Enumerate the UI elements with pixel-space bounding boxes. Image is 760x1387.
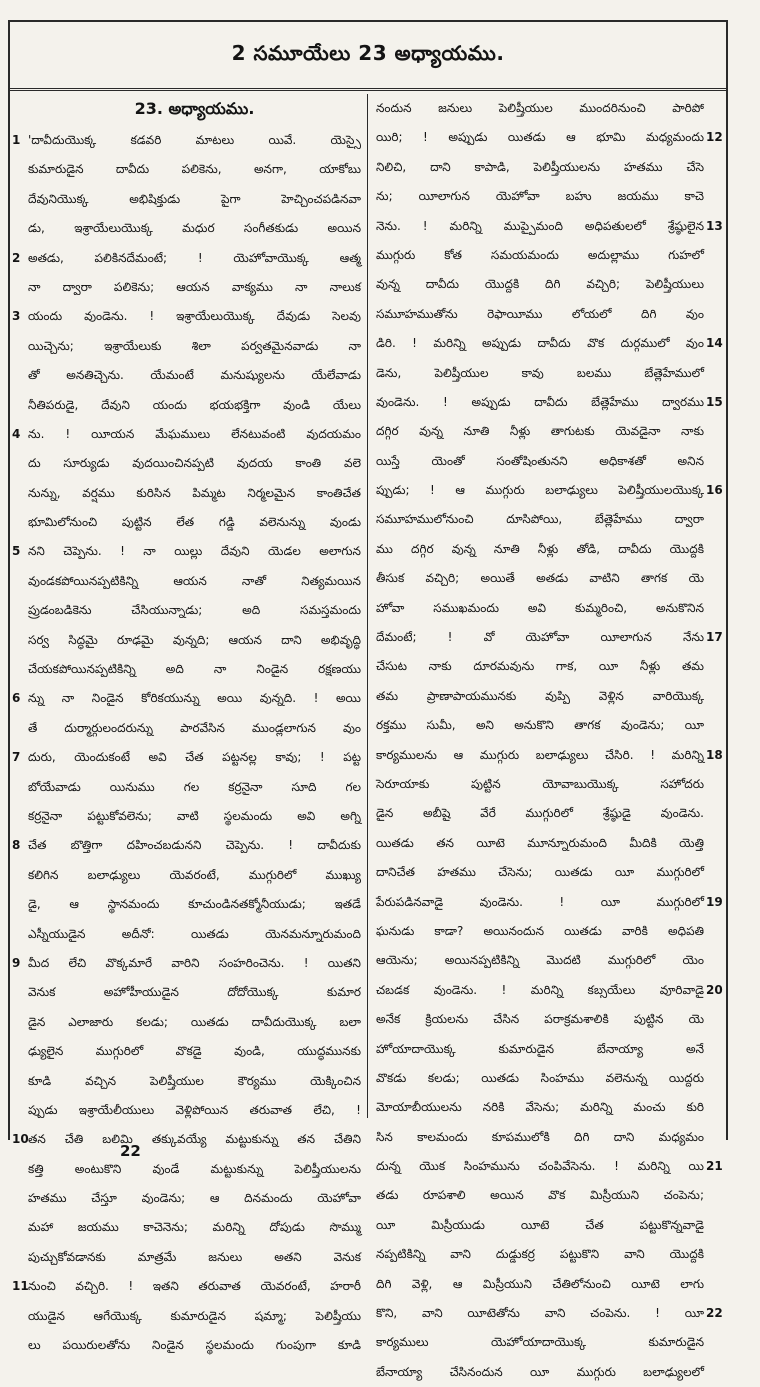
line-text: డిరి. ! మరిన్ని అప్పుడు దావీదు వొక దుర్గములో వుం [376, 336, 704, 351]
text-line [376, 1270, 704, 1299]
text-line [28, 567, 361, 596]
line-text: సిన కాలమందు కూపములోకి దిగి దాని మధ్యమం [376, 1129, 704, 1144]
line-text: దు సూర్యుడు వుదయించినప్పటి వుదయ కాంతి వలె [28, 456, 361, 471]
verse-number: 8 [12, 838, 21, 853]
text-line [376, 535, 704, 564]
line-text: తో అనతిచ్చెను. యేమంటే మనుష్యులను యేలేవాడు [28, 368, 361, 383]
text-line [28, 361, 361, 390]
text-line [28, 479, 361, 508]
line-text: యిస్తే యెంతో సంతోషింతునని అధికాశతో అనిన [376, 453, 704, 468]
line-text: నీతిపరుడై, దేవుని యందు భయభక్తిగా వుండి యేలు [28, 397, 361, 412]
line-text: యితడు తన యీటె మూన్నూరుమంది మీదికి యెత్తి [376, 835, 704, 850]
line-text: నప్పటికిన్ని వాని దుడ్డుకర్ర పట్టుకొని వాని యొద్దకి [376, 1247, 704, 1262]
text-line [376, 946, 704, 975]
text-line [28, 596, 361, 625]
text-line [28, 714, 361, 743]
line-text: ము దగ్గిర వున్న నూతి నీళ్లు తోడి, దావీదు యొద్దకి [376, 541, 704, 556]
text-line [376, 329, 723, 358]
line-text: కత్తి అంటుకొని వుండే మట్టుకున్ను పెలిష్తీయులను [28, 1161, 361, 1176]
text-line [12, 1272, 361, 1301]
line-text: పేరుపడినవాడై వుండెను. ! యీ ముగ్గురిలో [376, 894, 704, 909]
line-text: దేవునియొక్క అభిషిక్తుడు పైగా హెచ్చించపడినవా [28, 191, 361, 206]
verse-number: 10 [12, 1132, 29, 1147]
text-line [376, 1181, 704, 1210]
text-line [28, 1243, 361, 1272]
line-text: యిచ్చెను; ఇశ్రాయేలుకు శిలా పర్వతమైనవాడు నా [28, 338, 361, 353]
text-line [376, 417, 704, 446]
line-text: నెను. ! మరిన్ని ముప్పైమంది అధిపతులలో శ్రేష్ఠులైన [376, 218, 704, 233]
text-line [376, 858, 704, 887]
line-text: మీద లేచి వొక్కమారే వారిని సంహరించెను. ! యితని [28, 955, 361, 970]
line-text: కూడి వచ్చిన పెలిష్తీయుల కౌర్యము యెక్కించిన [28, 1073, 361, 1088]
text-line [28, 1067, 361, 1096]
line-text: ప్రుడంబడికెను చేసియున్నాడు; అది సమస్తమందు [28, 603, 361, 618]
text-line [376, 770, 704, 799]
text-line [376, 1211, 704, 1240]
line-text: డెను, పెలిష్తీయుల కావు బలము బేత్లెహేములో [376, 365, 704, 380]
verse-number: 16 [706, 483, 723, 498]
text-line [28, 1184, 361, 1213]
text-line [12, 420, 361, 449]
text-line [376, 476, 723, 505]
text-line [12, 831, 361, 860]
text-line [376, 1005, 704, 1034]
text-line [376, 388, 723, 417]
line-text: డై, ఆ స్థానమందు కూచుండినతక్మోనీయుడు; ఇతడే [28, 897, 361, 912]
text-line [376, 1358, 704, 1387]
text-line [28, 155, 361, 184]
text-line [376, 359, 704, 388]
line-text: న్ను నా నిండైన కోరికయున్ను అయి వున్నది. ! అయి [28, 691, 361, 706]
verse-number: 6 [12, 691, 21, 706]
text-line [28, 332, 361, 361]
line-text: ముగ్గురు కోత సమయమందు అదుల్లాము గుహలో [376, 247, 704, 262]
verse-number: 20 [706, 982, 723, 997]
text-line [12, 684, 361, 713]
text-line [376, 1328, 704, 1357]
line-text: ను; యీలాగున యెహోవా బహు జయము కాచె [376, 189, 704, 204]
line-text: దగ్గిర వున్న నూతి నీళ్లు తాగుటకు యెవడైనా నాకు [376, 424, 704, 439]
line-text: అతడు, పలికినదేమంటే; ! యెహోవాయొక్క ఆత్మ [28, 250, 361, 265]
line-text: తడు రూపశాలి అయిన వొక మిస్రీయుని చంపెను; [376, 1188, 704, 1203]
text-line [28, 185, 361, 214]
line-text: హతము చేస్తూ వుండెను; ఆ దినమందు యెహోవా [28, 1191, 361, 1206]
verse-number: 12 [706, 130, 723, 145]
line-text: వున్న దావీదు యొద్దకి దిగి వచ్చిరి; పెలిష్తీయులు [376, 277, 704, 292]
text-line [376, 976, 723, 1005]
verse-number: 19 [706, 894, 723, 909]
text-line [376, 799, 704, 828]
line-text: నుంచి వచ్చిరి. ! ఇతని తరువాత యెవరంటే, హరారీ [28, 1279, 361, 1294]
verse-number: 13 [706, 218, 723, 233]
text-line [376, 741, 723, 770]
text-line [376, 829, 704, 858]
text-line [28, 626, 361, 655]
text-line [376, 241, 704, 270]
verse-number: 18 [706, 747, 723, 762]
line-text: రక్తము సుమీ, అని అనుకొని తాగక వుండెను; యీ [376, 718, 704, 733]
verse-number: 21 [706, 1159, 723, 1174]
line-text: ఆయెను; అయినప్పటికిన్ని మొదటి ముగ్గురిలో యెం [376, 953, 704, 968]
text-line [376, 888, 723, 917]
text-line [376, 505, 704, 534]
line-text: ప్పుడు; ! ఆ ముగ్గురు బలాఢ్యులు పెలిష్తీయులయొక్క [376, 483, 704, 498]
text-line [28, 1008, 361, 1037]
text-line [28, 773, 361, 802]
text-line [376, 1299, 723, 1328]
text-line [376, 711, 704, 740]
text-line [28, 1037, 361, 1066]
text-line [28, 449, 361, 478]
text-line [376, 300, 704, 329]
line-text: కార్యములు యెహోయాదాయొక్క కుమారుడైన [376, 1335, 704, 1350]
line-text: నిలిచి, దాని కాపాడి, పెలిష్తీయులను హతము చేసె [376, 159, 704, 174]
line-text: డైన అబీషై వేరే ముగ్గురిలో శ్రేష్ఠుడై వుండెను. [376, 806, 704, 821]
text-line [12, 743, 361, 772]
line-text: యీ మిస్రీయుడు యీటె చేత పట్టుకొన్నవాడై [376, 1217, 704, 1232]
line-text: డైన ఎలాజారు కలడు; యితడు దావీదుయొక్క బలా [28, 1014, 361, 1029]
text-line [28, 802, 361, 831]
line-text: వెనుక అహోహీయుడైన దోదోయొక్క కుమార [28, 985, 361, 1000]
line-text: మోయాబీయులను నరికి వేసెను; మరిన్ని మంచు కురి [376, 1100, 704, 1115]
line-text: డు, ఇశ్రాయేలుయొక్క మధుర సంగీతకుడు అయిన [28, 221, 361, 236]
line-text: కలిగిన బలాఢ్యులు యెవరంటే, ముగ్గురిలో ముఖ్యు [28, 867, 361, 882]
page-title: 2 సమూయేలు 23 అధ్యాయము. [10, 22, 726, 91]
text-line [28, 920, 361, 949]
line-text: బోయేవాడు యినుము గల కర్రనైనా సూది గల [28, 779, 361, 794]
line-text: భూమిలోనుంచి పుట్టిన లేత గడ్డి వలెనున్ను వుండు [28, 515, 361, 530]
text-line [28, 1213, 361, 1242]
line-text: చేసుట నాకు దూరమవును గాక, యీ నీళ్లు తమ [376, 659, 704, 674]
line-text: సమూహముతోను రెఫాయీము లోయలో దిగి వుం [376, 306, 704, 321]
line-text: కొని, వాని యీటెతోను వాని చంపెను. ! యీ [376, 1306, 704, 1321]
chapter-heading: 23. అధ్యాయము. [134, 99, 255, 118]
line-text: యందు వుండెను. ! ఇశ్రాయేలుయొక్క దేవుడు సెలవు [28, 309, 361, 324]
line-text: వుండెను. ! అప్పుడు దావీదు బేత్లెహేము ద్వారము [376, 394, 704, 409]
line-text: లు పయిరులతోను నిండైన స్థలమందు గుంపుగా కూడి [28, 1338, 361, 1353]
line-text: సెరూయాకు పుట్టిన యోవాబుయొక్క సహోదరు [376, 776, 704, 791]
verse-number: 17 [706, 630, 723, 645]
text-line [28, 273, 361, 302]
text-line [28, 1155, 361, 1184]
text-line [376, 623, 723, 652]
text-line [28, 391, 361, 420]
text-line [12, 244, 361, 273]
text-line [376, 682, 704, 711]
line-text: ను. ! యీయన మేఘములు లేనటువంటి వుదయమం [28, 426, 361, 441]
line-text: దేమంటే; ! వో యెహోవా యీలాగున నేను [376, 630, 704, 645]
line-text: యుడైన ఆగేయొక్క కుమారుడైన షమ్మా; పెలిష్తీయు [28, 1308, 361, 1323]
line-text: కార్యములను ఆ ముగ్గురు బలాఢ్యులు చేసిరి. ! మరిన్ని [376, 747, 704, 762]
text-line [376, 1035, 704, 1064]
text-line [12, 1125, 361, 1154]
page-number: 22 [120, 1142, 141, 1160]
line-text: దున్న యొక సింహమును చంపివేసెను. ! మరిన్ని యి [376, 1159, 704, 1174]
text-line [376, 94, 704, 123]
line-text: తమ ప్రాణాపాయమునకు వుప్పి వెళ్లిన వారియొక్క [376, 688, 704, 703]
verse-number: 11 [12, 1279, 29, 1294]
line-text: ఢ్యులైన ముగ్గురిలో వొకడై వుండి, యుద్ధమునకు [28, 1044, 361, 1059]
line-text: నందున జనులు పెలిష్తీయుల ముందరినుంచి పారిపో [376, 101, 704, 115]
line-text: మహా జయము కాచెనెను; మరిన్ని దోపుడు సొమ్ము [28, 1220, 361, 1235]
text-line [28, 861, 361, 890]
line-text: నున్ను, వర్షము కురిసిన పిమ్మట నిర్మలమైన కాంతిచేత [28, 485, 361, 500]
text-columns [10, 94, 726, 1379]
text-line [376, 153, 704, 182]
right-column [368, 94, 726, 1379]
text-line [376, 917, 704, 946]
verse-number: 1 [12, 133, 21, 147]
scripture-page [8, 20, 728, 1379]
text-line [376, 1240, 704, 1269]
verse-number: 7 [12, 750, 21, 765]
text-line [28, 1302, 361, 1331]
line-text: దానిచేత హతము చేసెను; యితడు యీ ముగ్గురిలో [376, 865, 704, 880]
verse-number: 2 [12, 250, 21, 265]
text-line [376, 1152, 723, 1181]
verse-number: 15 [706, 394, 723, 409]
line-text: దిగి వెళ్లి, ఆ మిస్రీయుని చేతిలోనుంచి యీటె లాగు [376, 1276, 704, 1291]
line-text: తన చేతి బలిమి తక్కువయ్యే మట్టుకున్ను తన చేతిని [28, 1132, 361, 1147]
verse-number: 14 [706, 336, 723, 351]
line-text: సర్వ సిద్ధమై రూఢమై వున్నది; ఆయన దాని అభివృద్ధి [28, 632, 361, 647]
line-text: నని చెప్పెను. ! నా యిల్లు దేవుని యెడల అలాగున [28, 544, 361, 559]
text-line [28, 1331, 361, 1360]
text-line [12, 949, 361, 978]
line-text: నా ద్వారా పలికెను; ఆయన వాక్యము నా నాలుక [28, 279, 361, 294]
line-text: ప్పుడు ఇశ్రాయేలీయులు వెళ్లిపోయిన తరువాత లేచి, ! [28, 1102, 361, 1117]
line-text: కుమారుడైన దావీదు పలికెను, అనగా, యాకోబు [28, 162, 361, 177]
line-text: చబడక వుండెను. ! మరిన్ని కబ్సయేలు వూరివాడై [376, 982, 704, 997]
verse-number: 22 [706, 1306, 723, 1321]
line-text: వొకడు కలడు; యితడు సింహము వలెనున్న యిద్దరు [376, 1070, 704, 1085]
text-line [28, 1096, 361, 1125]
line-text: తే దుర్మార్గులందరున్ను పారవేసిన ముండ్లలాగున వుం [28, 720, 361, 735]
text-line [376, 1093, 704, 1122]
line-text: వుండకపోయినప్పటికిన్ని ఆయన నాతో నిత్యమయిన [28, 573, 361, 588]
text-line [376, 123, 723, 152]
line-text: పుచ్చుకోవడానకు మాత్రమే జనులు అతని వెనుక [28, 1249, 361, 1264]
line-text: హోవా సముఖమందు అవి కుమ్మరించి, అనుకొనిన [376, 600, 704, 615]
text-line [12, 302, 361, 331]
line-text: చేయకపోయినప్పటికిన్ని అది నా నిండైన రక్షణయు [28, 662, 361, 677]
verse-number: 9 [12, 955, 21, 970]
text-line [376, 1064, 704, 1093]
line-text: 'దావీదుయొక్క కడవరి మాటలు యివే. యెస్సై [28, 133, 361, 147]
text-line [376, 212, 723, 241]
text-line [12, 126, 361, 155]
line-text: సమూహములోనుంచి దూసిపోయి, బేత్లెహేము ద్వారా [376, 512, 704, 527]
text-line [376, 182, 704, 211]
text-line [376, 652, 704, 681]
text-line [28, 508, 361, 537]
text-line [28, 890, 361, 919]
text-line [376, 270, 704, 299]
text-line [376, 564, 704, 593]
verse-number: 3 [12, 309, 21, 324]
text-line [376, 447, 704, 476]
verse-number: 4 [12, 426, 21, 441]
verse-number: 5 [12, 544, 21, 559]
text-line [28, 214, 361, 243]
line-text: అనేక క్రియలను చేసిన పరాక్రమశాలికి పుట్టిన యె [376, 1012, 704, 1027]
line-text: కర్రనైనా పట్టుకోవలెను; వాటి స్థలమందు అవి అగ్ని [28, 808, 361, 823]
text-line [376, 594, 704, 623]
line-text: బేనాయ్యా చేసినందున యీ ముగ్గురు బలాఢ్యులలో [376, 1364, 704, 1379]
text-line [12, 537, 361, 566]
line-text: హోయాదాయొక్క కుమారుడైన బేనాయ్యా అనే [376, 1041, 704, 1056]
line-text: దురు, యెందుకంటే అవి చేత పట్టనల్ల కావు; ! పట్ట [28, 750, 361, 765]
line-text: ఘనుడు కాడా? అయినందున యితడు వారికి అధిపతి [376, 923, 704, 938]
text-line [28, 655, 361, 684]
text-line [28, 978, 361, 1007]
line-text: ఎస్నీయుడైన అదీనో: యితడు యెనమన్నూరుమంది [28, 926, 361, 941]
text-line [376, 1123, 704, 1152]
line-text: తీసుక వచ్చిరి; అయితే అతడు వాటిని తాగక యె [376, 571, 704, 586]
line-text: యిరి; ! అప్పుడు యితడు ఆ భూమి మధ్యమందు [376, 130, 704, 145]
line-text: చేత బొత్తిగా దహించబడునని చెప్పెను. ! దావీదుకు [28, 838, 361, 853]
